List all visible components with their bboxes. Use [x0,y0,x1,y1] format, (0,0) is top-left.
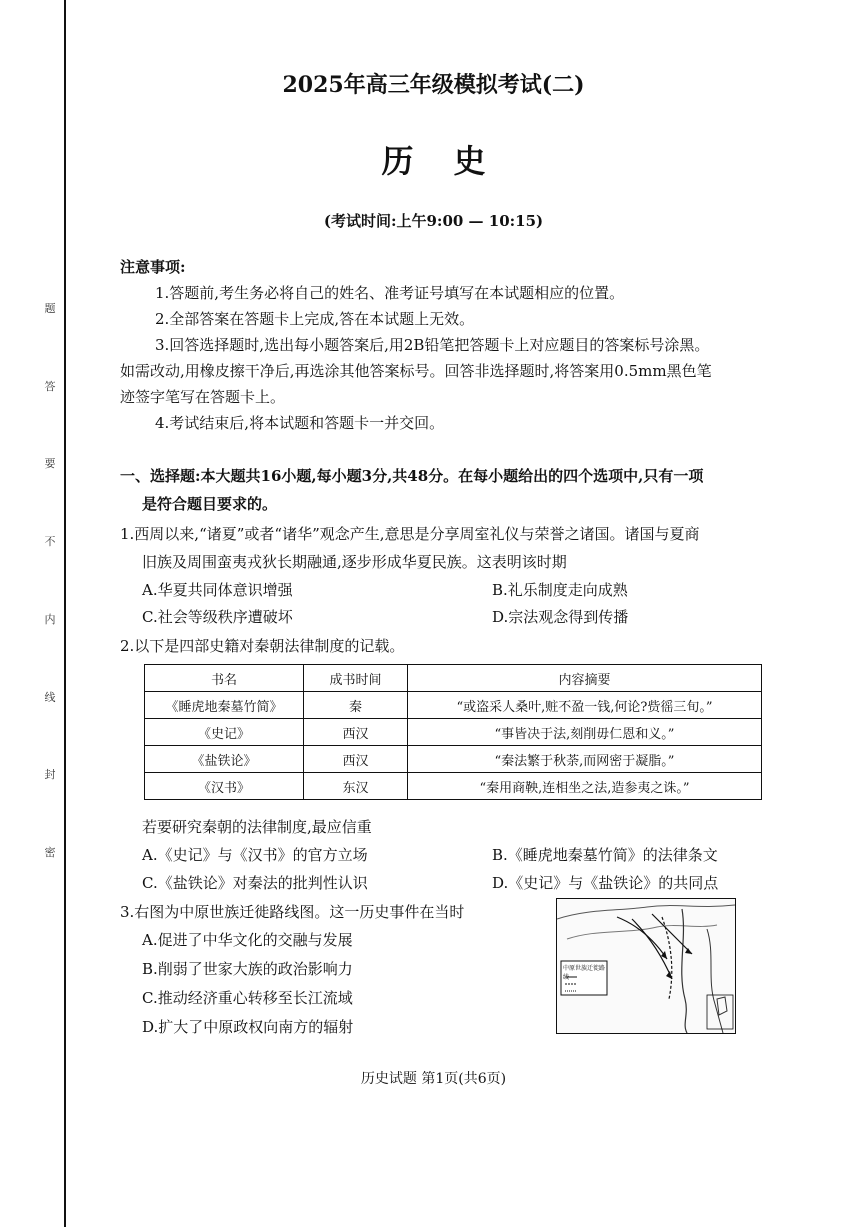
table-header-row [145,665,762,692]
table-cell: 《盐铁论》 [145,746,304,773]
map-legend-title: 中原世族迁徙路线 [563,965,606,981]
table-cell: 东汉 [304,773,408,800]
table-row [145,719,762,746]
q1-option-b: B.礼乐制度走向成熟 [492,581,628,599]
binding-mark: 内 [44,612,56,626]
q2-stem: 2.以下是四部史籍对秦朝法律制度的记载。 [120,637,405,655]
q3-option-d: D.扩大了中原政权向南方的辐射 [142,1018,354,1036]
table-cell: 西汉 [304,746,408,773]
exam-title: 2025年高三年级模拟考试(二) [282,72,585,98]
table-header-cell: 内容摘要 [408,665,762,692]
q1-option-c: C.社会等级秩序遭破坏 [142,608,293,626]
section-heading [120,462,810,518]
binding-mark: 封 [44,768,56,782]
table-cell: 秦 [304,692,408,719]
table-cell: 《史记》 [145,719,304,746]
note-item: 如需改动,用橡皮擦干净后,再选涂其他答案标号。回答非选择题时,将答案用0.5mm黑色笔 [120,362,712,380]
note-item: 2.全部答案在答题卡上完成,答在本试题上无效。 [155,310,475,328]
q3-option-b: B.削弱了世家大族的政治影响力 [142,960,353,978]
table-cell: 《睡虎地秦墓竹简》 [145,692,304,719]
q3-stem: 3.右图为中原世族迁徙路线图。这一历史事件在当时 [120,903,465,921]
note-item: 4.考试结束后,将本试题和答题卡一并交回。 [155,414,445,432]
table-cell: 西汉 [304,719,408,746]
table-row [145,692,762,719]
binding-mark: 不 [44,535,56,549]
table-cell: 《汉书》 [145,773,304,800]
table-cell: “秦用商鞅,连相坐之法,造参夷之诛。” [408,773,762,800]
binding-line [64,0,66,1227]
section-heading-line: 一、选择题:本大题共16小题,每小题3分,共48分。在每小题给出的四个选项中,只有一项 [120,467,704,485]
q2-option-a: A.《史记》与《汉书》的官方立场 [142,846,368,864]
binding-mark: 线 [44,690,56,704]
q2-option-b: B.《睡虎地秦墓竹简》的法律条文 [492,846,718,864]
table-header-cell: 成书时间 [304,665,408,692]
q1-option-a: A.华夏共同体意识增强 [142,581,293,599]
q3-option-c: C.推动经济重心转移至长江流域 [142,989,353,1007]
section-heading-line: 是符合题目要求的。 [142,495,278,513]
exam-time: (考试时间:上午9:00 — 10:15) [323,212,544,230]
binding-mark: 密 [44,845,56,859]
note-item: 3.回答选择题时,选出每小题答案后,用2B铅笔把答题卡上对应题目的答案标号涂黑。 [155,336,710,354]
q1-stem-line: 旧族及周围蛮夷戎狄长期融通,逐步形成华夏民族。这表明该时期 [142,553,567,571]
note-item: 1.答题前,考生务必将自己的姓名、准考证号填写在本试题相应的位置。 [155,284,625,302]
q1-option-d: D.宗法观念得到传播 [492,608,629,626]
table-row [145,746,762,773]
q2-option-c: C.《盐铁论》对秦法的批判性认识 [142,874,368,892]
q2-records-table-wrap [144,664,762,800]
q2-records-table [144,664,762,800]
notes-heading: 注意事项: [120,258,186,276]
table-cell: “秦法繁于秋荼,而网密于凝脂。” [408,746,762,773]
q3-option-a: A.促进了中华文化的交融与发展 [142,931,353,949]
binding-mark: 要 [44,457,56,471]
q2-option-d: D.《史记》与《盐铁论》的共同点 [492,874,719,892]
table-row [145,773,762,800]
note-item: 迹签字笔写在答题卡上。 [120,388,286,406]
table-cell: “事皆决于法,刻削毋仁恩和义。” [408,719,762,746]
q1-stem-line: 1.西周以来,“诸夏”或者“诸华”观念产生,意思是分享周室礼仪与荣誉之诸国。诸国与夏商 [120,525,700,543]
binding-mark: 题 [44,302,56,315]
binding-marks [40,300,60,860]
q2-question: 若要研究秦朝的法律制度,最应信重 [142,818,372,836]
migration-map [556,898,736,1034]
subject-title: 历史 [381,142,526,180]
table-cell: “或盗采人桑叶,赃不盈一钱,何论?赀徭三旬。” [408,692,762,719]
binding-mark: 答 [44,379,56,393]
page-footer: 历史试题 第1页(共6页) [360,1071,507,1087]
table-header-cell: 书名 [145,665,304,692]
